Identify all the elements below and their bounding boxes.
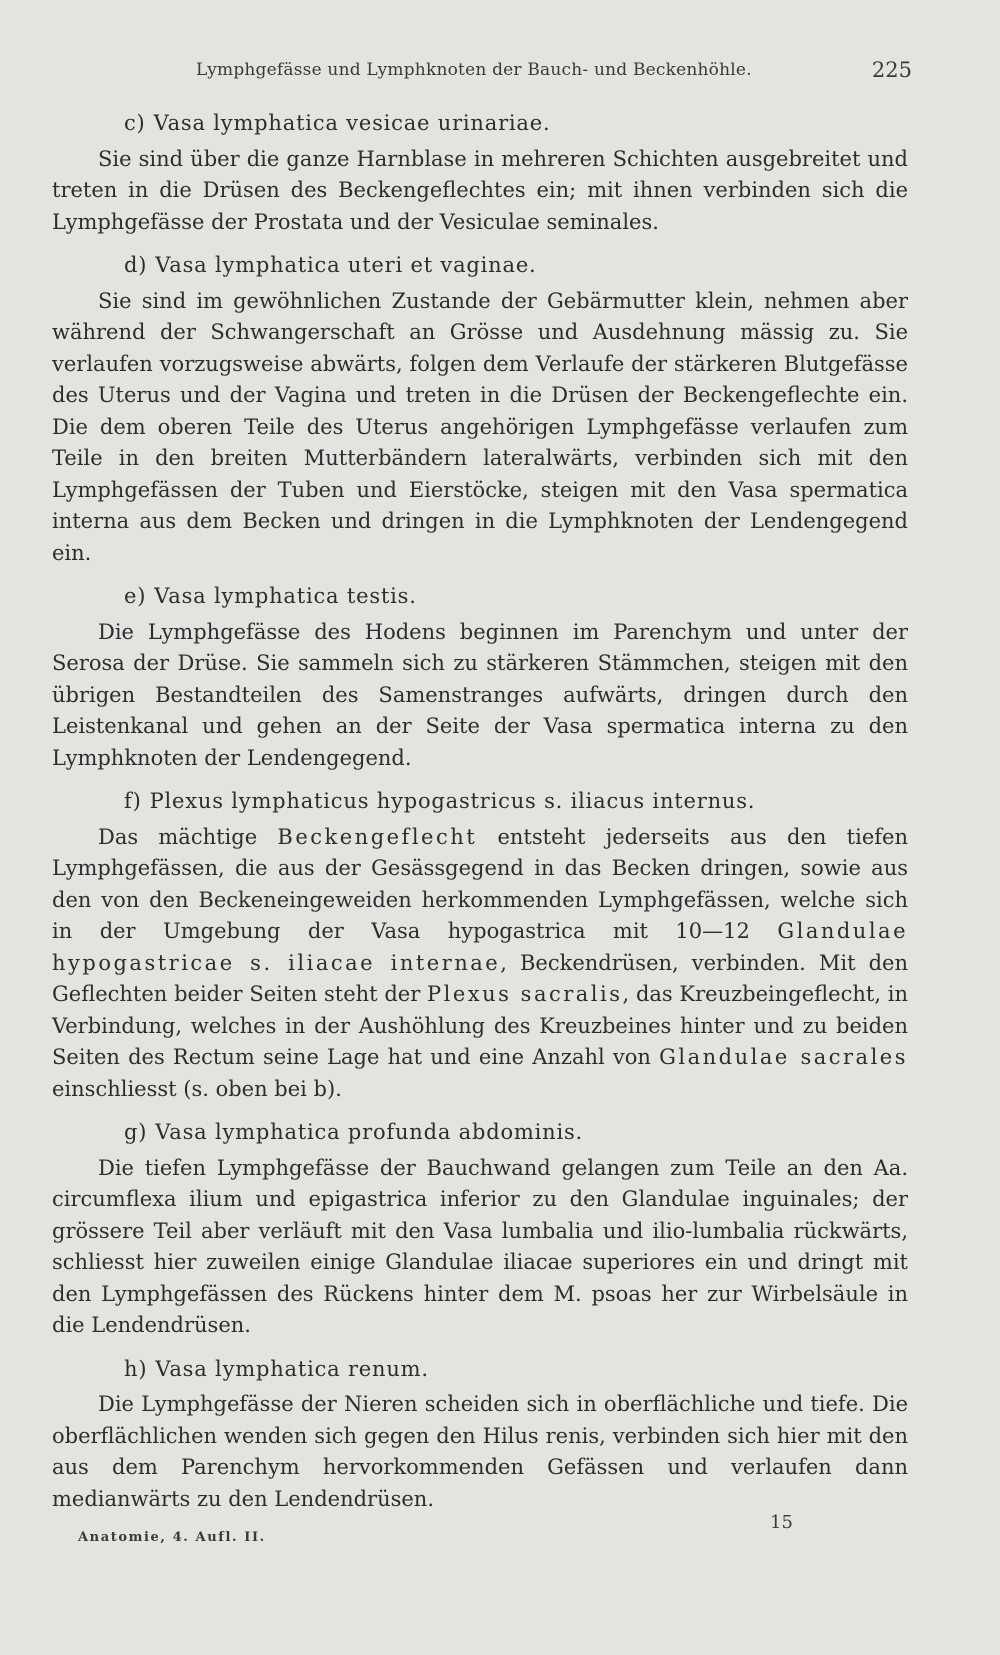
- section-e: [52, 581, 908, 774]
- paragraph-text: , das Kreuzbeingeflecht, in Verbindung, welches in der Aushöhlung des Kreuzbeines hinter und zu beiden Seiten des Rectum seine Lage hat und eine Anzahl von: [52, 982, 908, 1069]
- section-title: Vasa lymphatica profunda abdominis.: [155, 1120, 584, 1144]
- section-h: [52, 1354, 908, 1516]
- paragraph-text: entsteht jederseits aus den tiefen Lymphgefässen, die aus der Gesässgegend in das Becken dringen, sowie aus den von den Beckeneingeweiden herkommenden Lymphgefässen, welche sich in der Umgebung der Vasa hypogastrica mit 10—12: [52, 824, 908, 943]
- section-title: Plexus lymphaticus hypogastricus s. iliacus internus.: [149, 789, 756, 813]
- section-letter: f): [124, 789, 142, 813]
- page-number: 225: [871, 58, 912, 82]
- section-heading: [52, 786, 908, 818]
- section-paragraph: Sie sind über die ganze Harnblase in mehreren Schichten ausgebreitet und treten in die Drüsen des Beckengeflechtes ein; mit ihnen verbinden sich die Lymphgefässe der Prostata und der Vesiculae seminales.: [52, 146, 908, 234]
- spaced-term: Glandulae hypogastricae s. iliacae internae: [52, 919, 908, 975]
- section-d: [52, 250, 908, 569]
- spaced-term: Glandulae sacrales: [659, 1045, 908, 1069]
- spaced-term: Beckengeflecht: [277, 824, 478, 849]
- section-heading: [52, 1354, 908, 1386]
- footer-sheet-number: 15: [770, 1512, 793, 1533]
- paragraph-text: , Beckendrüsen, verbinden. Mit den Geflechten beider Seiten steht der: [52, 950, 909, 1006]
- section-paragraph: Sie sind im gewöhnlichen Zustande der Gebärmutter klein, nehmen aber während der Schwangerschaft an Grösse und Ausdehnung mässig zu. Sie verlaufen vorzugsweise abwärts, folgen dem Verlaufe der stärkeren Blutgefässe des Uterus und der Vagina und treten in die Drüsen der Beckengeflechte ein. Die dem oberen Teile des Uterus angehörigen Lymphgefässe verlaufen zum Teile in den breiten Mutterbändern lateralwärts, verbinden sich mit den Lymphgefässen der Tuben und Eierstöcke, steigen mit den Vasa spermatica interna aus dem Becken und dringen in die Lymphknoten der Lendengegend ein.: [52, 288, 908, 565]
- paragraph-text: einschliesst (s. oben bei b).: [52, 1076, 342, 1101]
- section-heading: [52, 1117, 908, 1149]
- section-title: Vasa lymphatica testis.: [154, 584, 417, 608]
- section-heading: [52, 250, 908, 282]
- section-heading: [52, 108, 908, 140]
- section-letter: c): [124, 111, 146, 135]
- section-heading: [52, 581, 908, 613]
- section-letter: d): [124, 253, 148, 277]
- section-title: Vasa lymphatica vesicae urinariae.: [153, 111, 551, 135]
- section-paragraph: Die Lymphgefässe des Hodens beginnen im Parenchym und unter der Serosa der Drüse. Sie sammeln sich zu stärkeren Stämmchen, steigen mit den übrigen Bestandteilen des Samenstranges aufwärts, dringen durch den Leistenkanal und gehen an der Seite der Vasa spermatica interna zu den Lymphknoten der Lendengegend.: [52, 619, 908, 770]
- section-letter: h): [124, 1356, 148, 1381]
- running-header: Lymphgefässe und Lymphknoten der Bauch- und Beckenhöhle.: [196, 60, 752, 80]
- section-title: Vasa lymphatica uteri et vaginae.: [155, 253, 537, 277]
- footer-signature: Anatomie, 4. Aufl. II.: [78, 1530, 266, 1545]
- section-paragraph: Die tiefen Lymphgefässe der Bauchwand gelangen zum Teile an den Aa. circumflexa ilium und epigastrica inferior zu den Glandulae inguinales; der grössere Teil aber verläuft mit den Vasa lumbalia und ilio-lumbalia rückwärts, schliesst hier zuweilen einige Glandulae iliacae superiores ein und dringt mit den Lymphgefässen des Rückens hinter dem M. psoas her zur Wirbelsäule in die Lendendrüsen.: [52, 1155, 908, 1337]
- paragraph-text: Das mächtige: [98, 824, 278, 849]
- spaced-term: Plexus sacralis: [427, 982, 623, 1006]
- section-letter: e): [124, 584, 147, 608]
- section-letter: g): [124, 1120, 148, 1144]
- page-body: [52, 108, 908, 1527]
- section-title: Vasa lymphatica renum.: [155, 1356, 429, 1381]
- section-c: [52, 108, 908, 238]
- section-paragraph: [52, 822, 908, 1106]
- section-g: [52, 1117, 908, 1342]
- section-f: [52, 786, 908, 1105]
- section-paragraph: Die Lymphgefässe der Nieren scheiden sich in oberflächliche und tiefe. Die oberflächlichen wenden sich gegen den Hilus renis, verbinden sich hier mit den aus dem Parenchym hervorkommenden Gefässen und verlaufen dann medianwärts zu den Lendendrüsen.: [52, 1392, 908, 1511]
